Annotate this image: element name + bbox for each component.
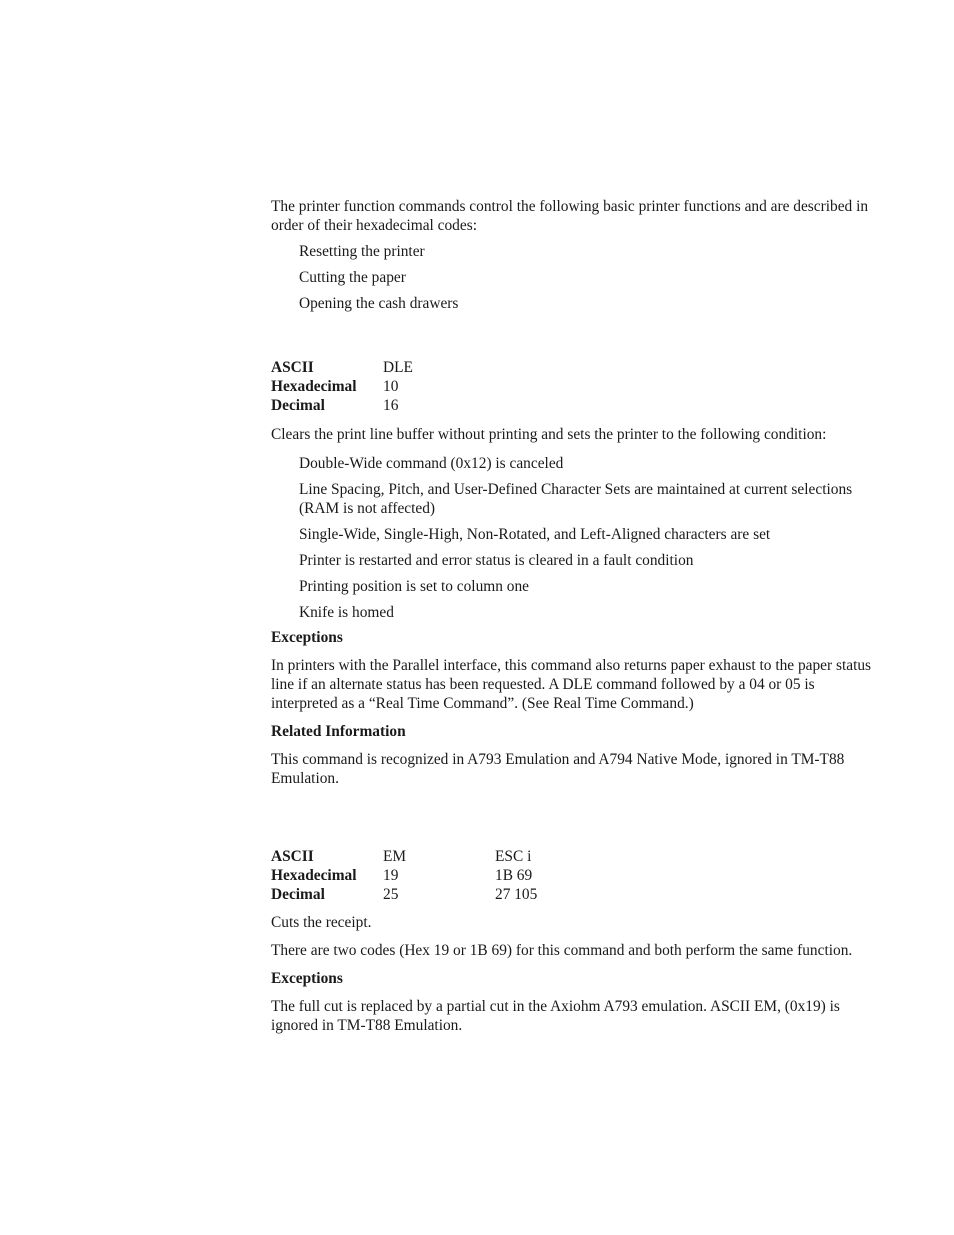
cut-code-table	[271, 847, 537, 904]
list-item: Double-Wide command (0x12) is canceled	[299, 455, 564, 472]
function-list	[299, 242, 883, 313]
ascii-value: DLE	[383, 359, 413, 376]
list-item: Cutting the paper	[299, 269, 406, 286]
document-body	[271, 197, 883, 1044]
dle-exceptions-heading: Exceptions	[271, 629, 343, 646]
cut-description: Cuts the receipt.	[271, 914, 372, 931]
list-item: Knife is homed	[299, 604, 394, 621]
dle-exceptions-text: In printers with the Parallel interface, this command also returns paper exhaust to the paper status line if an alternate status has been requested. A DLE command followed by a 04 or 05 is interpreted as a “Real Time Command”. (See Real Time Command.)	[271, 657, 872, 712]
list-item: Printer is restarted and error status is cleared in a fault condition	[299, 552, 694, 569]
list-item: Resetting the printer	[299, 243, 425, 260]
hex-label: Hexadecimal	[271, 378, 357, 395]
ascii-label: ASCII	[271, 359, 314, 376]
table-row	[271, 847, 537, 866]
dle-related-text: This command is recognized in A793 Emulation and A794 Native Mode, ignored in TM-T88 Emulation.	[271, 751, 845, 787]
dle-related-heading: Related Information	[271, 723, 406, 740]
list-item: Line Spacing, Pitch, and User-Defined Character Sets are maintained at current selections (RAM is not affected)	[299, 481, 853, 517]
decimal-value: 16	[383, 397, 399, 414]
table-row	[271, 885, 537, 904]
dle-condition-list	[299, 454, 883, 622]
intro-paragraph: The printer function commands control the following basic printer functions and are described in order of their hexadecimal codes:	[271, 198, 869, 234]
hex-label: Hexadecimal	[271, 867, 357, 884]
list-item: Single-Wide, Single-High, Non-Rotated, and Left-Aligned characters are set	[299, 526, 771, 543]
cut-exceptions-heading: Exceptions	[271, 970, 343, 987]
hex-value: 19	[383, 867, 399, 884]
table-row	[271, 358, 495, 377]
dle-code-table	[271, 358, 495, 415]
decimal-value-alt: 27 105	[495, 886, 538, 903]
hex-value-alt: 1B 69	[495, 867, 533, 884]
ascii-label: ASCII	[271, 848, 314, 865]
list-item: Opening the cash drawers	[299, 295, 459, 312]
ascii-value: EM	[383, 848, 407, 865]
list-item: Printing position is set to column one	[299, 578, 530, 595]
dle-description: Clears the print line buffer without printing and sets the printer to the following condition:	[271, 426, 827, 443]
cut-note: There are two codes (Hex 19 or 1B 69) for this command and both perform the same function.	[271, 942, 853, 959]
table-row	[271, 396, 495, 415]
decimal-label: Decimal	[271, 886, 325, 903]
cut-exceptions-text: The full cut is replaced by a partial cut in the Axiohm A793 emulation. ASCII EM, (0x19) is ignored in TM-T88 Emulation.	[271, 998, 840, 1034]
hex-value: 10	[383, 378, 399, 395]
decimal-label: Decimal	[271, 397, 325, 414]
table-row	[271, 377, 495, 396]
table-row	[271, 866, 537, 885]
ascii-value-alt: ESC i	[495, 848, 532, 865]
decimal-value: 25	[383, 886, 399, 903]
